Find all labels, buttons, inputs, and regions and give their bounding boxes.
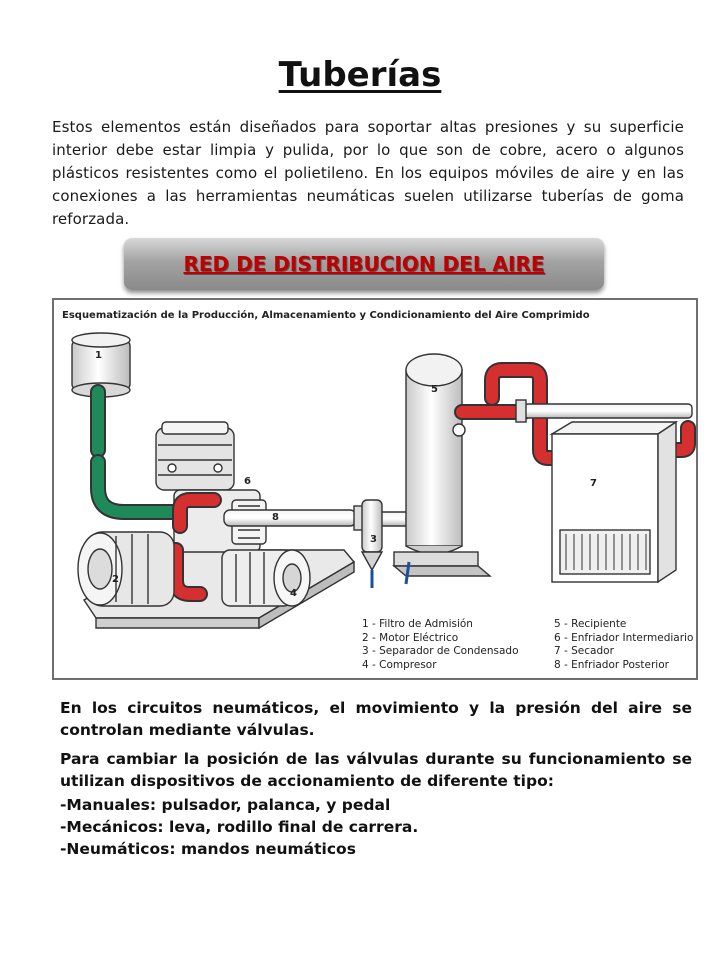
- dryer: [552, 422, 676, 582]
- label-1: 1: [95, 350, 102, 361]
- aftercooler-pipe: [224, 506, 426, 530]
- intro-paragraph: Estos elementos están diseñados para soportar altas presiones y su superficie interior debe estar limpia y pulida, por lo que son de cobre, acero o algunos plásticos resistentes como el polietileno. En los equipos móviles de aire y en las conexiones a las herramientas neumáticas suelen utilizarse tuberías de goma reforzada.: [52, 118, 684, 228]
- legend-right: [554, 618, 693, 672]
- label-2: 2: [112, 574, 119, 585]
- legend-item: 2 - Motor Eléctrico: [362, 631, 459, 644]
- compressor-head: [156, 422, 234, 490]
- legend-item: 7 - Secador: [554, 645, 614, 657]
- distribution-diagram: [52, 298, 698, 680]
- legend-left: [362, 618, 519, 672]
- paragraph-actuation: Para cambiar la posición de las válvulas durante su funcionamiento se utilizan dispositivos de accionamiento de diferente tipo:: [60, 750, 692, 790]
- legend-item: 3 - Separador de Condensado: [362, 645, 519, 657]
- receiver-tank: [394, 354, 490, 584]
- label-4: 4: [290, 588, 297, 599]
- diagram-title: Esquematización de la Producción, Almacenamiento y Condicionamiento del Aire Comprimido: [62, 310, 590, 321]
- legend-item: 6 - Enfriador Intermediario: [554, 631, 694, 644]
- electric-motor: [78, 532, 174, 606]
- banner-label: RED DE DISTRIBUCION DEL AIRE: [183, 252, 545, 276]
- list-item-mechanical: -Mecánicos: leva, rodillo final de carrera.: [60, 818, 419, 836]
- label-6: 6: [244, 476, 251, 487]
- list-item-manual: -Manuales: pulsador, palanca, y pedal: [60, 796, 391, 814]
- list-item-pneumatic: -Neumáticos: mandos neumáticos: [60, 840, 356, 858]
- legend-item: 4 - Compresor: [362, 658, 437, 671]
- paragraph-valves: En los circuitos neumáticos, el movimiento y la presión del aire se controlan mediante válvulas.: [60, 699, 692, 739]
- legend-item: 5 - Recipiente: [554, 618, 627, 630]
- label-5: 5: [431, 384, 438, 395]
- page-title: Tuberías: [278, 55, 442, 95]
- legend-item: 8 - Enfriador Posterior: [554, 658, 669, 671]
- legend-item: 1 - Filtro de Admisión: [362, 618, 473, 630]
- label-8: 8: [272, 512, 279, 523]
- label-7: 7: [590, 478, 597, 489]
- section-banner: [124, 238, 604, 290]
- label-3: 3: [370, 534, 377, 545]
